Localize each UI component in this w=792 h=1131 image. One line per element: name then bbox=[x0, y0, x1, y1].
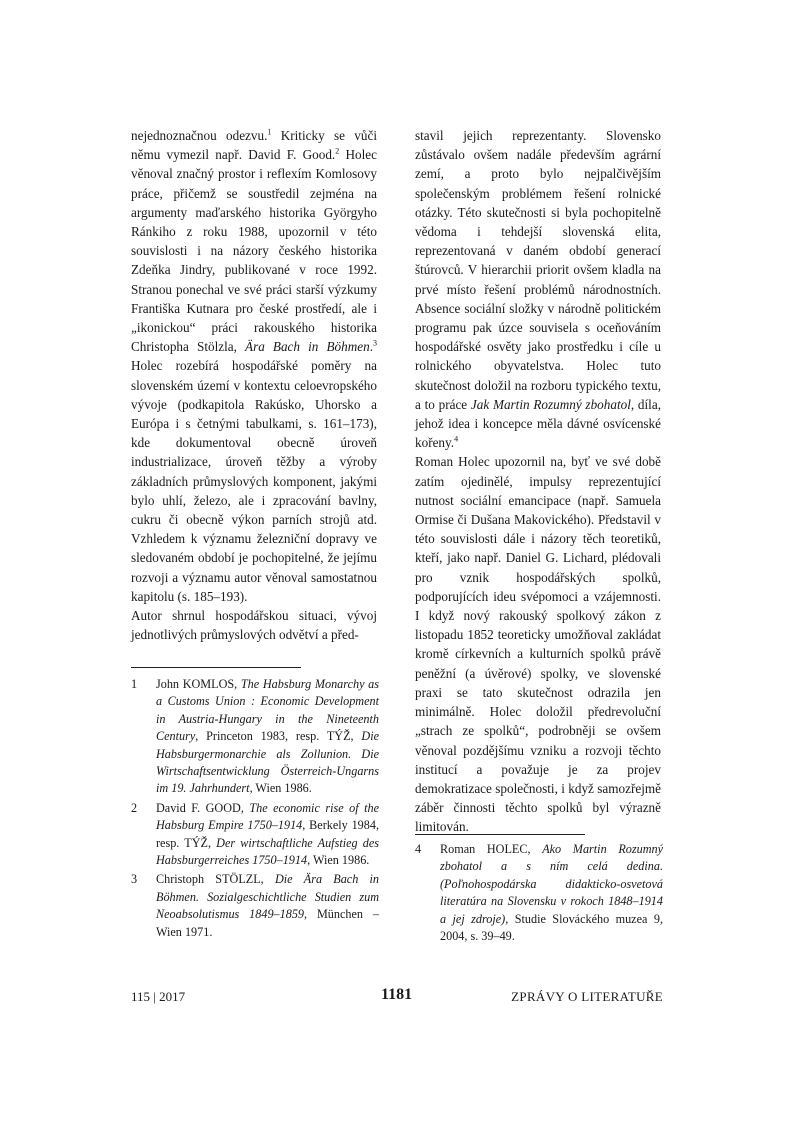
italic-title: Jak Martin Rozumný zbohatol bbox=[470, 396, 631, 412]
issue-label: 115 | 2017 bbox=[131, 989, 186, 1004]
footnote-ref-2[interactable]: 2 bbox=[335, 146, 340, 156]
footnote-divider bbox=[415, 834, 585, 835]
text-run: Holec rozebírá hospodářské poměry na slovenském území v kontextu celoevropského vývoje (podkapitola Rakúsko, Uhorsko a Európa i s četnými tabulkami, s. 161–173), kde dokumentoval obecně úroveň industrializace, úroveň těžby a výroby základních průmyslových komponent, jakými bylo uhlí, železo, ale i zpracování bavlny, cukru či obecně výkon parních strojů atd. Vzhledem k významu železniční dopravy ve sledovaném období je pochopitelné, že jejímu rozvoji a významu autor věnoval samostatnou kapitolu (s. 185–193). bbox=[131, 358, 377, 604]
footnotes-left bbox=[131, 676, 379, 943]
text-run: stavil jejich reprezentanty. Slovensko zůstávalo ovšem nadále především agrární zemí, a proto bylo nejpalčivějším společenským problémem řešení rolnické otázky. Této skutečnosti si byla pochopitelně vědoma i tehdejší slovenská elita, reprezentovaná v daném období generací štúrovců. V hierarchii priorit ovšem kladla na prvé místo řešení problémů národnostních. Absence sociální složky v národně politickém programu pak úzce souvisela s oceňováním hospodářské osvěty jako prostředku i cíle u rolnického obyvatelstva. Holec tuto skutečnost doložil na rozboru typického textu, a to práce bbox=[415, 128, 661, 412]
footnote-ref-3[interactable]: 3 bbox=[372, 338, 377, 348]
footnote-text: Roman HOLEC, Ako Martin Rozumný zbohatol a s ním celá dedina. (Poľnohospodárska didakticko-osvetová literatúra na Slovensku v rokoch 1848–1914 a jej zdroje), Studie Slováckého muzea 9, 2004, s. 39–49. bbox=[440, 842, 664, 944]
footnote-number: 1 bbox=[131, 677, 138, 691]
footnote-text: John KOMLOS, The Habsburg Monarchy as a Customs Union : Economic Development in Austria-Hungary in the Nineteenth Century, Princeton 1983, resp. TÝŽ, Die Habsburgermonarchie als Zollunion. Die Wirtschaftsentwicklung Österreich-Ungarns im 19. Jahrhundert, Wien 1986. bbox=[156, 677, 379, 796]
left-text-column bbox=[131, 126, 377, 644]
footnote-text: David F. GOOD, The economic rise of the Habsburg Empire 1750–1914, Berkely 1984, resp. TÝŽ, Der wirtschaftliche Aufstieg des Habsburgerreiches 1750–1914, Wien 1986. bbox=[156, 800, 379, 868]
footnote-ref-4[interactable]: 4 bbox=[454, 434, 459, 444]
paragraph bbox=[131, 126, 377, 606]
page-footer bbox=[131, 986, 663, 1010]
text-run: nejednoznačnou odezvu. bbox=[131, 128, 268, 143]
page-number: 1181 bbox=[381, 986, 413, 1003]
text-run: , díla, jehož idea i koncepce měla dávné osvícenské kořeny. bbox=[415, 396, 661, 451]
footnote-number: 2 bbox=[131, 800, 138, 815]
footnotes-right bbox=[415, 841, 663, 947]
footnote-number: 4 bbox=[415, 842, 422, 856]
italic-title: Ära Bach in Böhmen bbox=[245, 339, 370, 355]
right-text-column bbox=[415, 126, 661, 837]
footnote-number: 3 bbox=[131, 872, 138, 887]
paragraph: Roman Holec upozornil na, byť ve své době zatím ojedinělé, impulsy reprezentující nutnost sociální emancipace (např. Samuela Ormise či Dušana Makovického). Představil v této souvislosti dále i názory těch teoretiků, kteří, jako např. Daniel G. Lichard, plédovali pro vznik hospodářských spolků, podporujících ideu svépomoci a vzájemnosti. I když nový rakouský spolkový zákon z listopadu 1852 teoreticky umožňoval zakládat kromě církevních a kulturních spolků právě peněžní (a úvěrové) spolky, ve slovenské praxi se tato skutečnost odrazila jen minimálně. Holec doložil předrevoluční „strach ze spolků“, podrobněji se ovšem věnoval pozdějšímu vzniku a rozvoji těchto institucí a považuje je za projev demokratizace společnosti, i když samozřejmě záběr činnosti těchto spolků byl výrazně limitován. bbox=[415, 454, 661, 835]
footnote-ref-1[interactable]: 1 bbox=[267, 127, 272, 137]
footnote-2 bbox=[131, 800, 379, 870]
paragraph: Autor shrnul hospodářskou situaci, vývoj jednotlivých průmyslových odvětví a před- bbox=[131, 608, 377, 643]
footnote-3 bbox=[131, 871, 379, 941]
paragraph bbox=[415, 126, 661, 452]
text-run: Kriticky se vůči němu vymezil např. David F. Good. bbox=[131, 128, 378, 163]
footnote-4 bbox=[415, 841, 663, 945]
footnote-divider bbox=[131, 667, 301, 668]
footnote-text: Christoph STÖLZL, Die Ära Bach in Böhmen. Sozialgeschichtliche Studien zum Neoabsolutismus 1849–1859, München – Wien 1971. bbox=[156, 872, 380, 939]
footnote-1 bbox=[131, 676, 379, 798]
journal-title: ZPRÁVY O LITERATUŘE bbox=[511, 989, 663, 1004]
text-run: . bbox=[369, 339, 373, 355]
text-run: Holec věnoval značný prostor i reflexím Komlosovy práce, přičemž se soustředil zejména na argumenty maďarského historika Györgyho Ránkiho z roku 1988, upozornil v této souvislosti i na názory českého historika Zdeňka Jindry, publikované v roce 1992. Stranou ponechal ve své práci starší výzkumy Františka Kutnara pro české prostředí, ale i „ikonickou“ práci rakouského historika Christopha Stölzla, bbox=[131, 147, 377, 355]
